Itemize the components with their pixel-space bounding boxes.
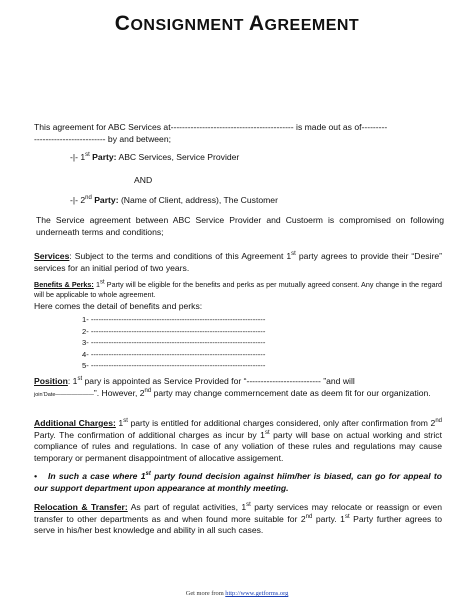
services-section: Services: Subject to the terms and conditions of this Agreement 1st party agrees to provide their “Desire” services for an initial period of two years. [34, 251, 442, 273]
benefits-detail-line: Here comes the detail of benefits and perks: [34, 301, 203, 311]
services-heading: Services [34, 251, 70, 261]
footer: Get more from http://www.getforms.org [185, 590, 289, 597]
bullet-icon: • [34, 471, 38, 481]
list-item: 5- --------------------------------------------------------------------- [82, 361, 266, 370]
footer-link[interactable]: http://www.getforms.org [225, 590, 289, 597]
service-agreement-paragraph: The Service agreement between ABC Service Provider and Custoerm is compromised on following underneath terms and conditions; [36, 215, 444, 237]
list-item: 4- --------------------------------------------------------------------- [82, 349, 266, 359]
relocation-heading: Relocation & Transfer: [34, 502, 128, 512]
position-heading: Position [34, 376, 68, 386]
additional-charges-heading: Additional Charges: [34, 418, 116, 428]
benefits-list [82, 314, 265, 372]
relocation-section: Relocation & Transfer: As part of regulat activities, 1st party services may relocate or reassign or even transfer to other departments as and when found more suitable for 2nd party. 1st Party further agrees to serve in his/her best knowledge and ability in all such cases. [34, 502, 442, 535]
position-section: Position: 1st pary is appointed as Service Provided for “-------------------------- ”and will join’Date———————”. However, 2nd party may change commerncement date as deem fit for our organization. [34, 376, 431, 398]
and-text: AND [134, 175, 153, 185]
list-item: 2- --------------------------------------------------------------------- [82, 326, 266, 336]
appeal-bullet: • In such a case where 1st party found decision against hiim/her is biased, can go for appeal to our support department upon appearance at monthly meeting. [34, 471, 442, 493]
intro-paragraph: This agreement for ABC Services at------------------------------------------- is made out as of--------- ------------------------- by and between; [34, 122, 388, 144]
party-two-line: -|- 2nd Party: (Name of Client, address), The Customer [70, 195, 278, 205]
benefits-heading: Benefits & Perks: [34, 280, 94, 289]
party-one-line: -|- 1st Party: ABC Services, Service Provider [70, 152, 240, 162]
benefits-section: Benefits & Perks: 1st Party will be eligible for the benefits and perks as per mutually agreed consent. Any change in the regard will be applicable to whole agreement. [34, 279, 442, 299]
list-item: 3- --------------------------------------------------------------------- [82, 338, 266, 347]
additional-charges-section: Additional Charges: 1st party is entitled for additional charges considered, only after confirmation from 2nd Party. The confirmation of additional charges as incur by 1st party will base on actual working and strict compliance of rules and regulations. In case of any voliation of these rules and regulations may cause temporary or permanent disappointment of allocative assigement. [34, 418, 443, 463]
list-item: 1- --------------------------------------------------------------------- [82, 315, 266, 324]
document-title: CONSIGNMENT AGREEMENT [114, 12, 360, 35]
